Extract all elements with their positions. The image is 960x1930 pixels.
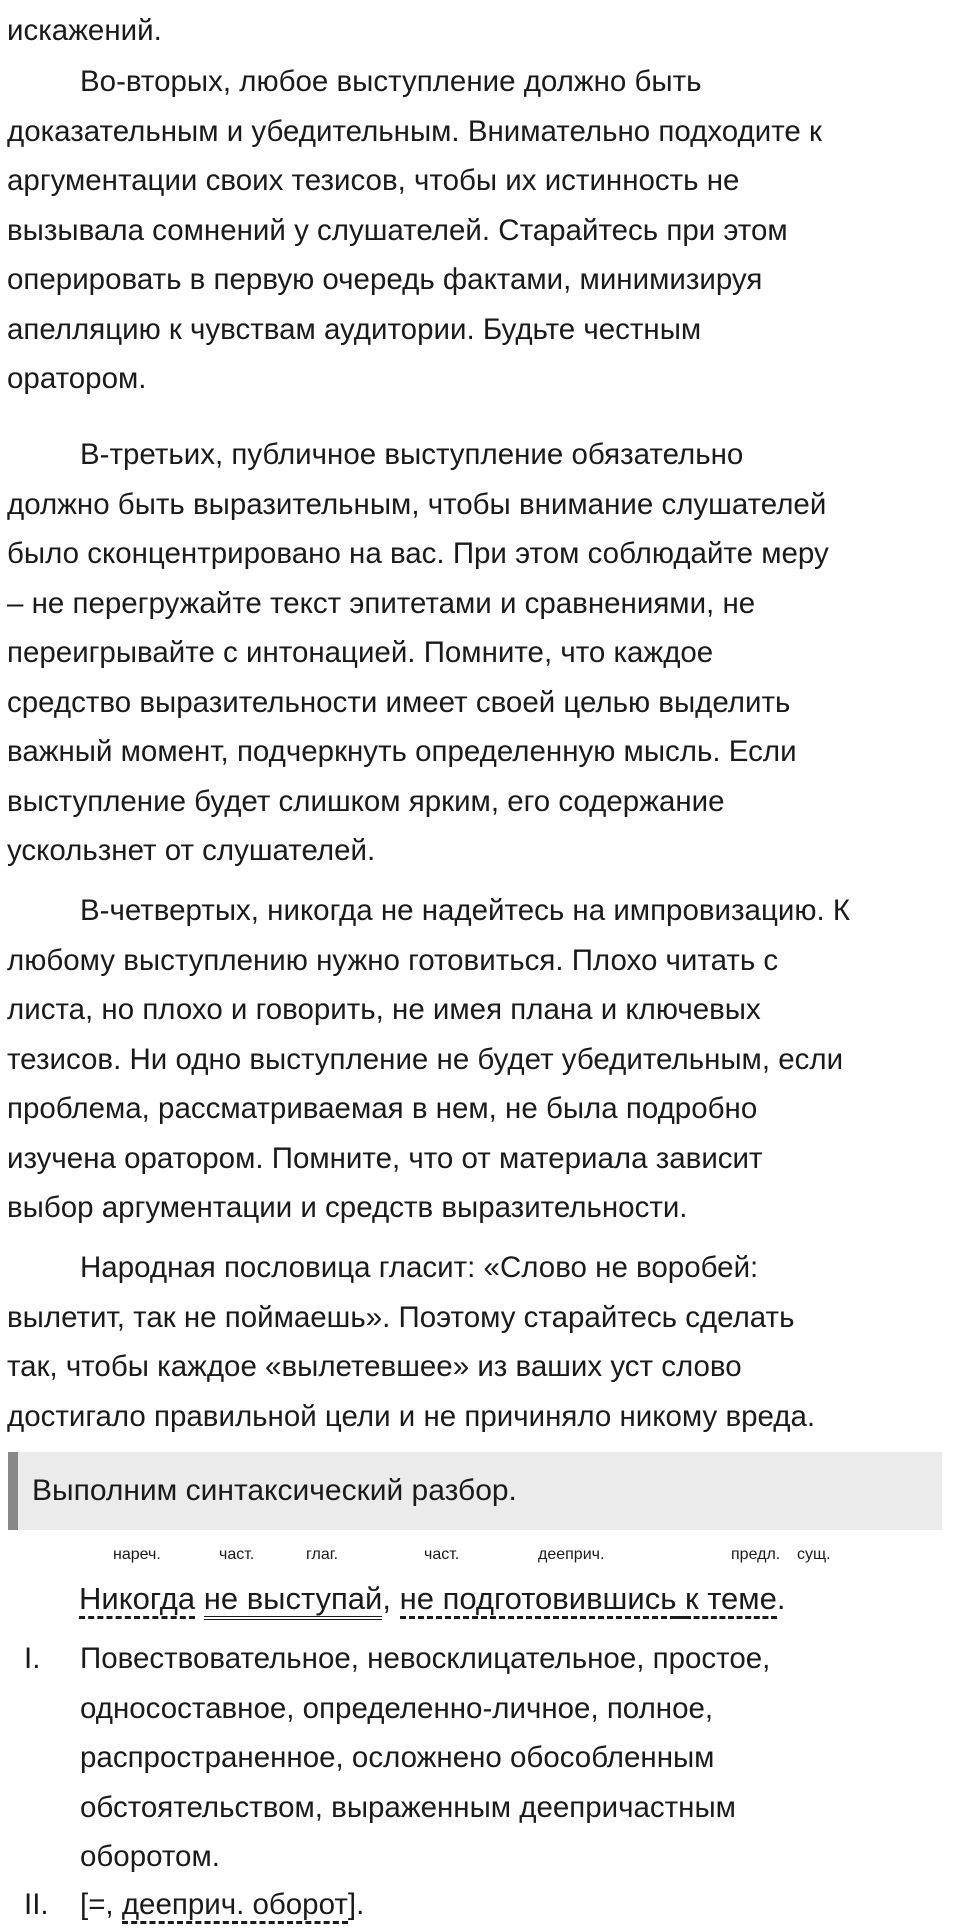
- text-line: должно быть выразительным, чтобы внимание слушателей: [7, 487, 827, 521]
- text-line: ускользнет от слушателей.: [7, 834, 376, 867]
- label-preposition: предл.: [731, 1546, 781, 1563]
- text-line: важный момент, подчеркнуть определенную мысль. Если: [7, 735, 797, 768]
- text-line: вызывала сомнений у слушателей. Старайтесь при этом: [7, 213, 788, 247]
- text-line: выбор аргументации и средств выразительности.: [7, 1191, 688, 1224]
- analysis-text: [80, 1634, 950, 1882]
- text-line: листа, но плохо и говорить, не имея плана и ключевых: [7, 993, 761, 1026]
- text-line: В-четвертых, никогда не надейтесь на импровизацию. К: [80, 894, 851, 927]
- text-line: проблема, рассматриваемая в нем, не была подробно: [7, 1092, 758, 1125]
- text-line: достигало правильной цели и не причиняло никому вреда.: [7, 1399, 816, 1433]
- space: [195, 1581, 204, 1616]
- scheme-open: [=,: [80, 1888, 122, 1921]
- sentence-period: .: [776, 1581, 786, 1616]
- sentence-word-adverb: Никогда: [79, 1581, 195, 1619]
- text-line: доказательным и убедительным. Внимательно подходите к: [7, 114, 822, 148]
- label-gerund: дееприч.: [538, 1546, 605, 1563]
- text-line: так, чтобы каждое «вылетевшее» из ваших уст слово: [7, 1350, 742, 1383]
- text-line: тезисов. Ни одно выступление не будет убедительным, если: [7, 1042, 844, 1076]
- sentence-predicate: не выступай: [204, 1581, 383, 1620]
- text-line: Повествовательное, невосклицательное, простое,: [80, 1642, 771, 1675]
- text-line: вылетит, так не поймаешь». Поэтому старайтесь сделать: [7, 1300, 795, 1334]
- label-verb: глаг.: [306, 1546, 339, 1563]
- scheme-line: [80, 1880, 950, 1930]
- text-line: апелляцию к чувствам аудитории. Будьте честным: [7, 312, 702, 346]
- text-line: изучена оратором. Помните, что от материала зависит: [7, 1141, 763, 1175]
- text-line: обстоятельством, выраженным деепричастным: [80, 1790, 736, 1824]
- text-line: средство выразительности имеет своей целью выделить: [7, 685, 791, 719]
- text-line: Во-вторых, любое выступление должно быть: [80, 65, 702, 98]
- space: [676, 1581, 685, 1619]
- text-line: оборотом.: [80, 1840, 220, 1873]
- list-numeral: I.: [24, 1642, 41, 1675]
- text-line: любому выступлению нужно готовиться. Плохо читать с: [7, 943, 779, 977]
- text-line: выступление будет слишком ярким, его содержание: [7, 784, 725, 818]
- text-line: было сконцентрировано на вас. При этом соблюдайте меру: [7, 537, 829, 570]
- label-particle: част.: [219, 1546, 255, 1563]
- text-line: аргументации своих тезисов, чтобы их истинность не: [7, 164, 740, 197]
- text-line: искажений.: [7, 14, 162, 47]
- part-of-speech-labels: [0, 1546, 960, 1570]
- paragraph-third-point: [7, 430, 953, 876]
- text-line: – не перегружайте текст эпитетами и сравнениями, не: [7, 586, 756, 620]
- parsed-sentence: [79, 1572, 785, 1626]
- text-line: оратором.: [7, 362, 147, 395]
- text-line: распространенное, осложнено обособленным: [80, 1741, 715, 1774]
- sentence-prepositional-phrase: к теме: [685, 1581, 777, 1619]
- paragraph-tail: [7, 6, 953, 56]
- paragraph-proverb: [7, 1243, 953, 1441]
- label-particle: част.: [424, 1546, 460, 1563]
- space: [391, 1581, 400, 1616]
- scheme-close: ].: [347, 1888, 365, 1921]
- paragraph-second-point: [7, 57, 953, 404]
- text-line: оперировать в первую очередь фактами, минимизируя: [7, 263, 763, 296]
- scheme-gerund-phrase: дееприч. оборот: [122, 1888, 348, 1924]
- list-numeral: II.: [24, 1888, 49, 1921]
- section-title: Выполним синтаксический разбор.: [32, 1474, 517, 1507]
- label-noun: сущ.: [797, 1546, 831, 1563]
- text-line: односоставное, определенно-личное, полное,: [80, 1691, 714, 1725]
- sentence-gerund-phrase: не подготовившись: [400, 1581, 677, 1619]
- text-line: переигрывайте с интонацией. Помните, что каждое: [7, 636, 714, 669]
- sentence-comma: ,: [382, 1581, 391, 1616]
- text-line: Народная пословица гласит: «Слово не воробей:: [80, 1251, 759, 1284]
- text-line: В-третьих, публичное выступление обязательно: [80, 438, 744, 471]
- label-adverb: нареч.: [113, 1546, 161, 1563]
- paragraph-fourth-point: [7, 886, 953, 1233]
- section-header: [8, 1452, 942, 1530]
- analysis-scheme: [80, 1880, 950, 1930]
